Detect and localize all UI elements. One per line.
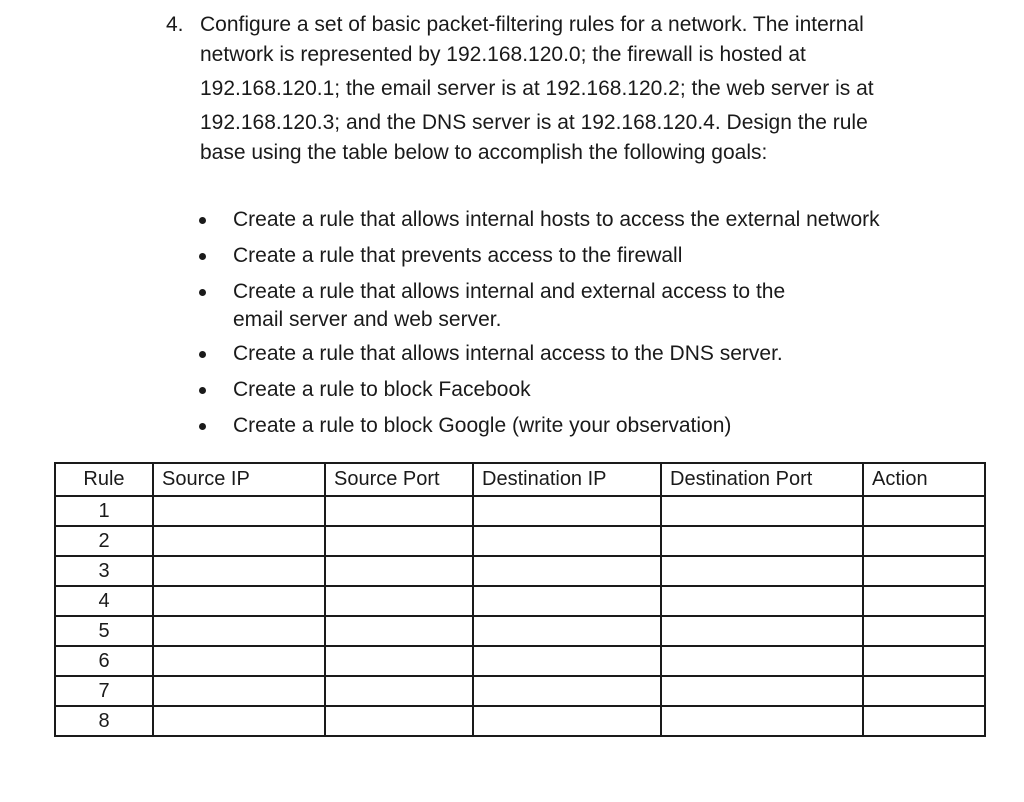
goal-item [196,339,986,369]
bullet-icon [199,423,206,430]
action-cell[interactable] [863,496,985,526]
table-row [55,556,985,586]
destination-port-cell[interactable] [661,646,863,676]
source-ip-cell[interactable] [153,616,325,646]
destination-ip-cell[interactable] [473,706,661,736]
source-ip-cell[interactable] [153,676,325,706]
goal-item [196,411,986,441]
source-port-cell[interactable] [325,616,473,646]
action-cell[interactable] [863,706,985,736]
bullet-icon [199,387,206,394]
goals-list [196,205,986,447]
header-source-port: Source Port [325,463,473,496]
destination-ip-cell[interactable] [473,496,661,526]
source-port-cell[interactable] [325,556,473,586]
action-cell[interactable] [863,676,985,706]
source-ip-cell[interactable] [153,556,325,586]
table-row [55,676,985,706]
source-ip-cell[interactable] [153,526,325,556]
bullet-icon [199,289,206,296]
action-cell[interactable] [863,586,985,616]
header-rule: Rule [55,463,153,496]
destination-port-cell[interactable] [661,706,863,736]
goal-text: Create a rule that prevents access to the firewall [233,244,683,267]
goal-text: Create a rule that allows internal and external access to the [233,280,786,303]
rule-number: 6 [55,646,153,676]
destination-port-cell[interactable] [661,556,863,586]
bullet-icon [199,253,206,260]
goal-text: Create a rule to block Google (write your observation) [233,414,732,437]
goal-text: Create a rule that allows internal hosts to access the external network [233,208,880,231]
bullet-icon [199,217,206,224]
source-ip-cell[interactable] [153,586,325,616]
action-cell[interactable] [863,616,985,646]
destination-ip-cell[interactable] [473,646,661,676]
destination-port-cell[interactable] [661,496,863,526]
rule-number: 4 [55,586,153,616]
destination-ip-cell[interactable] [473,586,661,616]
table-row [55,616,985,646]
question-line: network is represented by 192.168.120.0; the firewall is hosted at [200,43,806,66]
table-header-row [55,463,985,496]
destination-port-cell[interactable] [661,676,863,706]
action-cell[interactable] [863,646,985,676]
table-row [55,706,985,736]
rule-number: 2 [55,526,153,556]
source-port-cell[interactable] [325,526,473,556]
source-ip-cell[interactable] [153,646,325,676]
goal-item [196,277,986,335]
source-port-cell[interactable] [325,586,473,616]
question-line: base using the table below to accomplish the following goals: [200,141,768,164]
question-number: 4. [166,13,184,36]
destination-ip-cell[interactable] [473,556,661,586]
table-row [55,526,985,556]
destination-port-cell[interactable] [661,586,863,616]
question-line: 192.168.120.1; the email server is at 192.168.120.2; the web server is at [200,77,874,100]
destination-port-cell[interactable] [661,526,863,556]
goal-text: email server and web server. [233,308,502,331]
rule-number: 1 [55,496,153,526]
rule-number: 5 [55,616,153,646]
table-row [55,646,985,676]
goal-item [196,375,986,405]
header-source-ip: Source IP [153,463,325,496]
rules-table [54,462,986,737]
header-destination-ip: Destination IP [473,463,661,496]
bullet-icon [199,351,206,358]
rule-number: 8 [55,706,153,736]
table-row [55,496,985,526]
source-ip-cell[interactable] [153,706,325,736]
source-port-cell[interactable] [325,646,473,676]
question-text [200,10,966,168]
destination-ip-cell[interactable] [473,676,661,706]
goal-item [196,205,986,235]
header-action: Action [863,463,985,496]
rule-number: 3 [55,556,153,586]
goal-text: Create a rule that allows internal access to the DNS server. [233,342,783,365]
header-destination-port: Destination Port [661,463,863,496]
source-port-cell[interactable] [325,676,473,706]
question-block [166,10,966,168]
source-port-cell[interactable] [325,706,473,736]
source-ip-cell[interactable] [153,496,325,526]
question-line: 192.168.120.3; and the DNS server is at 192.168.120.4. Design the rule [200,111,868,134]
destination-ip-cell[interactable] [473,526,661,556]
goal-item [196,241,986,271]
action-cell[interactable] [863,556,985,586]
rule-number: 7 [55,676,153,706]
table-row [55,586,985,616]
source-port-cell[interactable] [325,496,473,526]
goal-text: Create a rule to block Facebook [233,378,531,401]
action-cell[interactable] [863,526,985,556]
destination-ip-cell[interactable] [473,616,661,646]
question-line: Configure a set of basic packet-filtering rules for a network. The internal [200,13,864,36]
destination-port-cell[interactable] [661,616,863,646]
